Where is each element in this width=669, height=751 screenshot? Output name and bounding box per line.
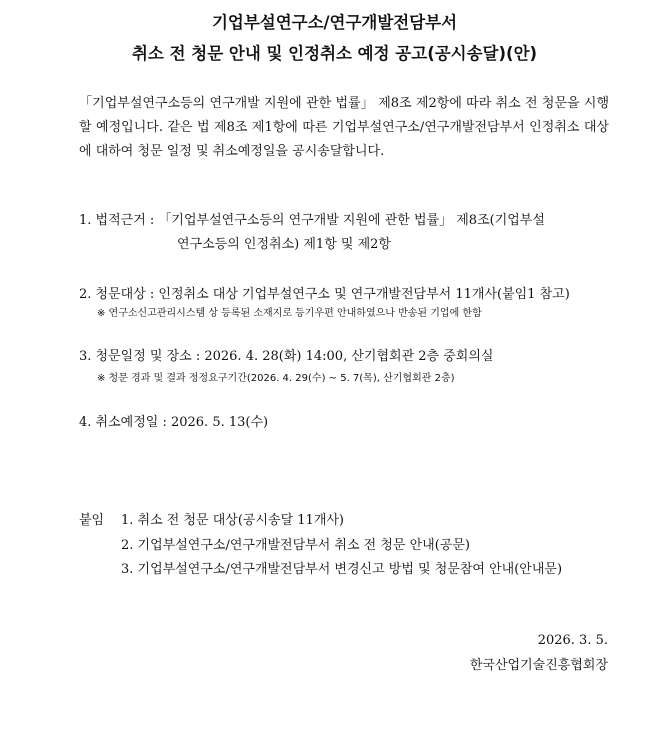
document-title-line-1: 기업부설연구소/연구개발전담부서 (211, 13, 458, 32)
attachment-item-1: 1. 취소 전 청문 대상(공시송달 11개사) (121, 513, 345, 528)
schedule-note: ※ 청문 경과 및 결과 정정요구기간(2026. 4. 29(수) ~ 5. 7(목), 산기협회관 2층) (97, 373, 455, 384)
document-title-line-2: 취소 전 청문 안내 및 인정취소 예정 공고(공시송달)(안) (131, 44, 538, 63)
footer-issuer: 한국산업기술진흥협회장 (469, 658, 608, 673)
target-line: 2. 청문대상 : 인정취소 대상 기업부설연구소 및 연구개발전담부서 11개사(붙임1 참고) (79, 287, 570, 302)
intro-paragraph (79, 92, 609, 164)
intro-text: 「기업부설연구소등의 연구개발 지원에 관한 법률」 제8조 제2항에 따라 취소 전 청문을 시행할 예정입니다. 같은 법 제8조 제1항에 따른 기업부설연구소/연구개발전담부서 인정취소 대상에 대하여 청문 일정 및 취소예정일을 공시송달합니다. (79, 96, 609, 159)
schedule-line: 3. 청문일정 및 장소 : 2026. 4. 28(화) 14:00, 산기협회관 2층 중회의실 (79, 349, 494, 364)
attachment-item-3: 3. 기업부설연구소/연구개발전담부서 변경신고 방법 및 청문참여 안내(안내문) (121, 562, 563, 577)
legal-basis-line-1: 1. 법적근거 : 「기업부설연구소등의 연구개발 지원에 관한 법률」 제8조(기업부설 (79, 213, 545, 228)
attachments-label: 붙임 (79, 513, 105, 528)
cancel-date-line: 4. 취소예정일 : 2026. 5. 13(수) (79, 415, 269, 430)
target-note: ※ 연구소신고관리시스템 상 등록된 소재지로 등기우편 안내하였으나 반송된 기업에 한함 (97, 308, 482, 319)
footer-date: 2026. 3. 5. (537, 633, 608, 648)
attachment-item-2: 2. 기업부설연구소/연구개발전담부서 취소 전 청문 안내(공문) (121, 538, 470, 553)
legal-basis-line-2: 연구소등의 인정취소) 제1항 및 제2항 (177, 237, 391, 252)
